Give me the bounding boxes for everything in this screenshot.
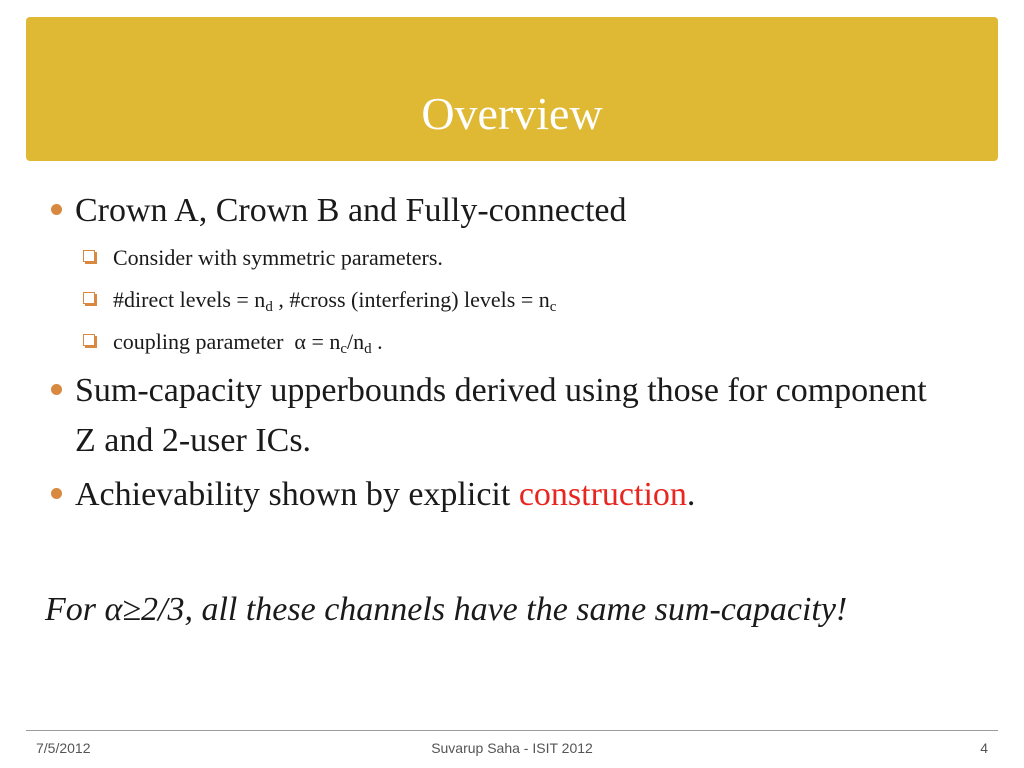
footer-center: Suvarup Saha - ISIT 2012: [431, 740, 593, 756]
subscript-c: c: [340, 341, 348, 357]
tagline: For α≥2/3, all these channels have the same sum-capacity!: [45, 591, 848, 628]
bullet-dot-icon: [51, 384, 62, 395]
subscript-d: d: [364, 341, 372, 357]
bullet-3-period: .: [686, 476, 696, 513]
footer-date: 7/5/2012: [36, 740, 91, 756]
bullet-3: [75, 470, 935, 520]
sub-bullet-2-part-2: , #cross (interfering) levels = n: [272, 287, 550, 312]
bullet-dot-icon: [51, 204, 62, 215]
footer-page-number: 4: [980, 740, 988, 756]
bullet-3-text: Achievability shown by explicit: [75, 476, 519, 513]
checkbox-bullet-icon: [83, 250, 95, 262]
footer-divider: [26, 730, 998, 731]
bullet-dot-icon: [51, 488, 62, 499]
bullet-1: [75, 186, 935, 236]
checkbox-bullet-icon: [83, 334, 95, 346]
bullet-2-text: Sum-capacity upperbounds derived using those for component Z and 2-user ICs.: [75, 372, 927, 459]
sub-bullet-3-part-1: coupling parameter α = n: [113, 329, 341, 354]
sub-bullet-3: [113, 328, 933, 356]
slide-title: Overview: [421, 88, 603, 139]
checkbox-bullet-icon: [83, 292, 95, 304]
sub-bullet-1-text: Consider with symmetric parameters.: [113, 245, 443, 270]
bullet-2: [75, 366, 935, 466]
sub-bullet-2: [113, 286, 933, 314]
sub-bullet-3-part-2: /n: [347, 329, 365, 354]
subscript-d: d: [265, 299, 273, 315]
title-bar: [26, 17, 998, 161]
bullet-1-text: Crown A, Crown B and Fully-connected: [75, 192, 627, 229]
sub-bullet-3-part-3: .: [371, 329, 383, 354]
sub-bullet-2-part-1: #direct levels = n: [113, 287, 266, 312]
subscript-c: c: [549, 299, 557, 315]
highlight-construction: construction: [518, 476, 687, 513]
sub-bullet-1: [113, 244, 933, 272]
